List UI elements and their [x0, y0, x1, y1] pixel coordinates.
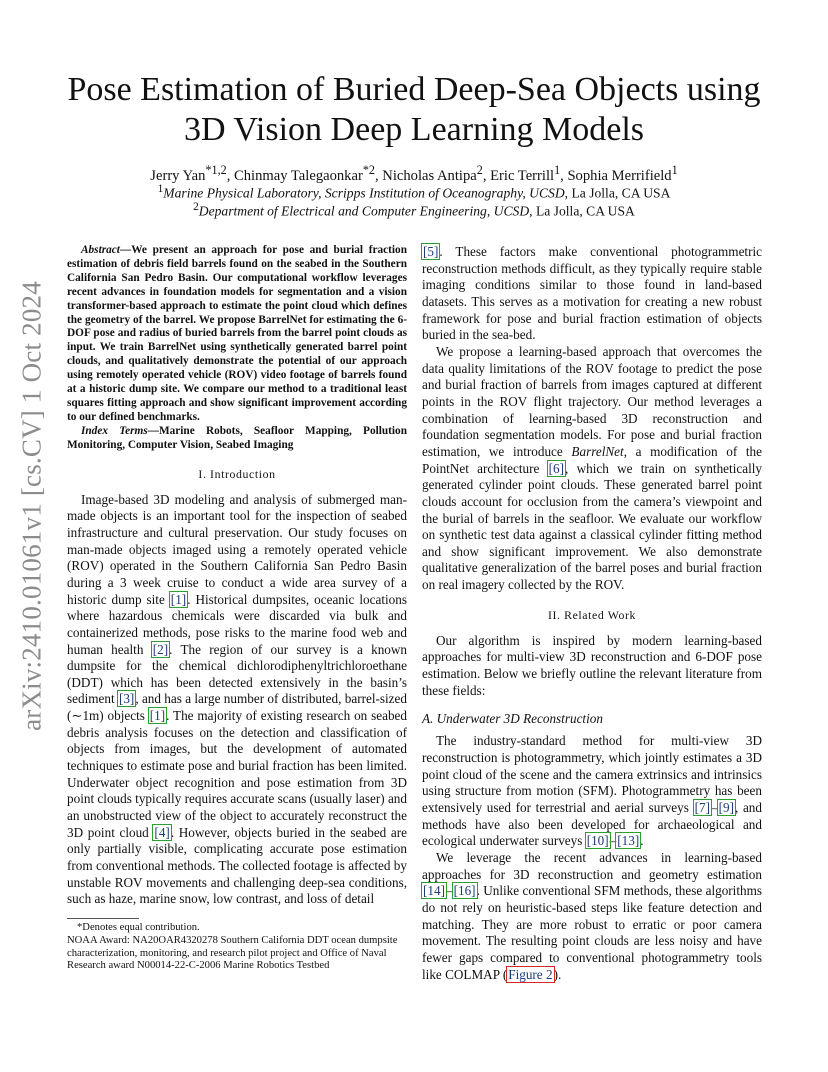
text-run: . [640, 833, 644, 849]
affiliation-name: Department of Electrical and Computer Engineering, UCSD [198, 203, 530, 219]
text-run: . Unlike conventional SFM methods, these algorithms do not rely on heuristic-based steps like feature detection and matching. They are more robust to erratic or poor camera movement. The resulting point clouds are less noisy and have fewer gaps compared to conventional photogrammetry tools like COLMAP ( [422, 883, 762, 982]
section-heading-related-work: II. Related Work [547, 607, 637, 622]
text-run: , which we train on synthetically generated cylinder point clouds. These generated barrel point clouds account for occlusion from the camera’s viewpoint and the burial of barrels in the seafloor. We evaluate our workflow on synthetic test data against a classical cylinder fitting method and show significant improvement. We also demonstrate qualitative generalization of the barrel poses and burial fraction on real imagery collected by the ROV. [422, 460, 762, 593]
citation-link[interactable]: [9] [718, 800, 734, 816]
index-terms [67, 425, 407, 453]
affiliation-2 [60, 198, 768, 221]
text-run: , a modification of the PointNet architecture [422, 443, 762, 476]
text-run: . Historical dumpsites, oceanic locations where hazardous chemicals were discarded via bulk and containerized methods, pose risks to the marine food web and human health [67, 591, 407, 657]
citation-link[interactable]: [5] [423, 244, 439, 259]
text-run: , and has a large number of distributed, barrel-sized (∼1m) objects [67, 691, 407, 724]
author-name: , Chinmay Talegaonkar [226, 167, 363, 184]
citation-link[interactable]: [1] [170, 591, 187, 607]
footnotes [67, 922, 407, 973]
footnote-divider [67, 918, 139, 919]
paper-title [60, 70, 768, 150]
author-name: , Sophia Merrifield [560, 167, 672, 184]
affiliation-mark: 2 [193, 201, 199, 213]
author-name: , Eric Terrill [482, 167, 555, 184]
intro-paragraph-2 [422, 344, 762, 594]
arxiv-id: arXiv:2410.01061v1 [cs.CV] 1 Oct 2024 [16, 281, 47, 731]
right-column [422, 244, 762, 983]
text-run: We propose a learning-based approach that overcomes the data quality limitations of the ROV footage to predict the pose and burial fraction of barrels from images captured at different points in the ROV flight trajectory. Our method leverages a combination of learning-based 3D reconstruction and foundation segmentation models. For pose and burial fraction estimation, we introduce [422, 343, 762, 459]
affiliation-name: Marine Physical Laboratory, Scripps Institution of Oceanography, UCSD [163, 185, 565, 201]
arxiv-identifier-stamp [2, 281, 62, 731]
abstract [67, 244, 407, 425]
related-work-intro: Our algorithm is inspired by modern learning-based approaches for multi-view 3D reconstruction and 6-DOF pose estimation. Below we briefly outline the relevant literature from these fields: [422, 632, 762, 698]
range-dash: – [445, 883, 453, 899]
index-terms-label: Index Terms [81, 424, 148, 437]
citation-link[interactable]: [10] [586, 833, 609, 849]
author-affiliation-mark: *1,2 [205, 163, 227, 177]
figure-link[interactable]: Figure 2 [508, 966, 553, 982]
affiliation-mark: 1 [157, 183, 164, 195]
citation-link[interactable]: [2] [152, 641, 169, 657]
title-line-1: Pose Estimation of Buried Deep-Sea Objects using [67, 71, 761, 108]
text-run: Image-based 3D modeling and analysis of submerged man-made objects is an important tool for the inspection of seabed infrastructure and cultural preservation. Our study focuses on man-made objects imaged using a remotely operated vehicle (ROV) operated in the Southern California San Pedro Basin during a 3 week cruise to conduct a wide area survey of a historic dump site [67, 491, 407, 607]
author-affiliation-mark: *2 [362, 163, 375, 177]
text-run: . The region of our survey is a known dumpsite for the chemical dichlorodiphenyltrichloroethane (DDT) which has been detected extensively in the basin’s sediment [67, 641, 407, 707]
author-affiliation-mark: 1 [554, 163, 561, 177]
citation-link[interactable]: [6] [548, 460, 565, 476]
citation-link[interactable]: [4] [154, 824, 170, 840]
model-name: BarrelNet [571, 443, 624, 459]
intro-paragraph-1 [67, 492, 407, 908]
abstract-text: —We present an approach for pose and burial fraction estimation of debris field barrels found on the seabed in the Southern California San Pedro Basin. Our computational workflow leverages recent advances in foundation models for segmentation and a vision transformer-based approach to estimate the point cloud which defines the geometry of the barrel. We propose BarrelNet for estimating the 6-DOF pose and radius of buried barrels from the barrel point clouds as input. We train BarrelNet using synthetically generated barrel point clouds, and qualitatively demonstrate the potential of our approach using remotely operated vehicle (ROV) video footage of barrels found at a historic dump site. We compare our method to a traditional least squares fitting approach and show significant improvement according to our defined benchmarks. [67, 244, 407, 423]
author-name: , Nicholas Antipa [374, 167, 477, 184]
text-run: . These factors make conventional photogrammetric reconstruction methods difficult, as they typically require stable imaging conditions similar to those found in land-based datasets. This serves as a motivation for creating a new robust framework for pose and burial fraction estimation of objects buried in the sea-bed. [422, 244, 762, 343]
title-line-2: 3D Vision Deep Learning Models [183, 111, 645, 148]
range-dash: – [609, 833, 617, 849]
footnote-equal-contribution: *Denotes equal contribution. [77, 922, 200, 933]
citation-link[interactable]: [14] [423, 883, 445, 899]
text-run: . However, objects buried in the seabed are only partially visible, complicating accurate pose estimation from conventional methods. The collected footage is affected by unstable ROV movements and challenging deep-sea conditions, such as haze, marine snow, low contrast, and loss of detail [67, 824, 407, 907]
footnote-funding: NOAA Award: NA20OAR4320278 Southern California DDT ocean dumpsite characterization, monitoring, and research pilot project and Office of Naval Research award N00014-22-C-2006 Marine Robotics Testbed [67, 934, 398, 972]
text-run: We leverage the recent advances in learning-based approaches for 3D reconstruction and geometry estimation [422, 850, 762, 882]
text-run: ). [553, 966, 562, 982]
citation-link[interactable]: [7] [694, 800, 710, 816]
intro-paragraph-1-continued [422, 244, 762, 344]
text-run: , and methods have also been developed for archaeological and ecological underwater surveys [422, 800, 762, 849]
author-name: Jerry Yan [150, 167, 206, 184]
subsection-heading-underwater-3d: A. Underwater 3D Reconstruction [422, 711, 603, 727]
text-run: . The majority of existing research on seabed debris analysis focuses on the detection and classification of objects from images, but the development of automated techniques to estimate pose and burial fraction has been limited. Underwater object recognition and pose estimation from 3D point clouds typically requires accurate scans (usually laser) and an unobstructed view of the object to accurately reconstruct the 3D point cloud [67, 708, 407, 840]
citation-link[interactable]: [3] [118, 691, 135, 707]
citation-link[interactable]: [16] [453, 883, 476, 899]
range-dash: – [710, 800, 718, 816]
citation-link[interactable]: [1] [149, 708, 166, 724]
citation-link[interactable]: [13] [617, 833, 640, 849]
author-affiliation-mark: 1 [671, 163, 678, 177]
related-work-paragraph-2 [422, 733, 762, 850]
section-heading-introduction: I. Introduction [198, 466, 276, 481]
left-column [67, 244, 407, 908]
affiliation-location: , La Jolla, CA USA [564, 185, 671, 201]
affiliation-location: , La Jolla, CA USA [529, 203, 635, 219]
index-terms-text: —Marine Robots, Seafloor Mapping, Pollution Monitoring, Computer Vision, Seabed Imaging [67, 424, 407, 451]
abstract-label: Abstract [81, 244, 120, 256]
text-run: The industry-standard method for multi-view 3D reconstruction is photogrammetry, which jointly estimates a 3D point cloud of the scene and the camera extrinsics and intrinsics using structure from motion (SFM). Photogrammetry has been extensively used for terrestrial and aerial surveys [422, 733, 762, 816]
author-affiliation-mark: 2 [476, 163, 483, 177]
related-work-paragraph-3 [422, 850, 762, 983]
